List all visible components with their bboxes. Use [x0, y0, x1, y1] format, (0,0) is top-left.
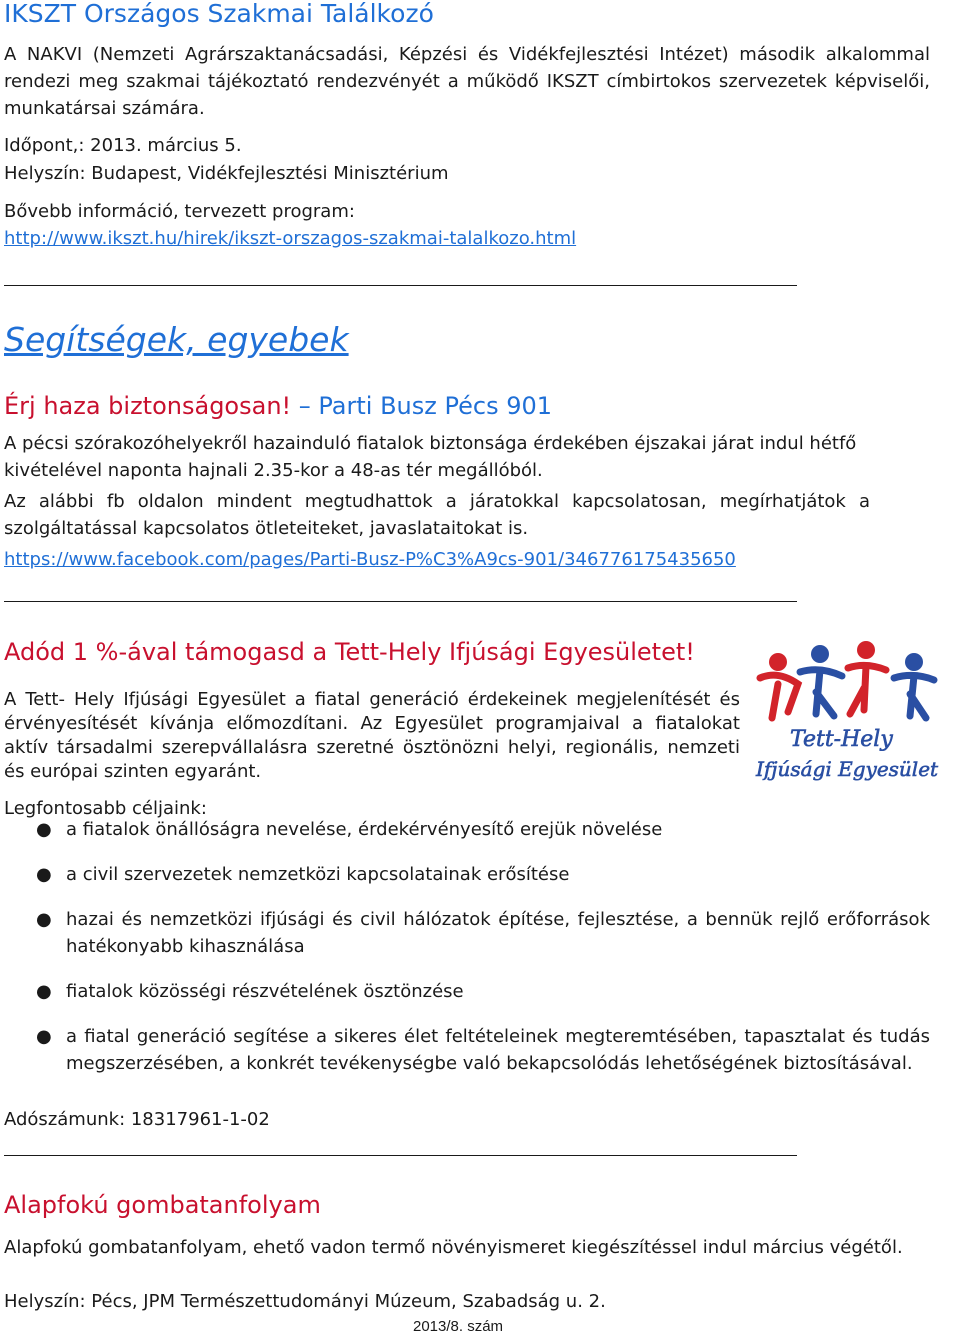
ikszt-link[interactable]: http://www.ikszt.hu/hirek/ikszt-orszagos-szakmai-talalkozo.html [4, 228, 577, 249]
separator-2 [4, 601, 797, 602]
ikszt-time: Időpont,: 2013. március 5. [4, 135, 242, 156]
bullet-dot-icon: ● [36, 819, 52, 840]
parti-busz-heading-blue: – Parti Busz Pécs 901 [291, 392, 553, 420]
parti-busz-heading [4, 391, 552, 421]
page-footer: 2013/8. szám [413, 1318, 504, 1335]
separator-1 [4, 285, 797, 286]
goal-text: a fiatalok önállóságra nevelése, érdekérvényesítő erejük növelése [66, 819, 663, 840]
goal-item [4, 906, 930, 960]
mushroom-p1: Alapfokú gombatanfolyam, ehető vadon termő növényismeret kiegészítéssel indul március végétől. [4, 1237, 903, 1258]
logo-line-2: Ifjúsági Egyesület [756, 757, 939, 781]
facebook-link[interactable]: https://www.facebook.com/pages/Parti-Busz-P%C3%A9cs-901/346776175435650 [4, 549, 736, 570]
parti-busz-p1: A pécsi szórakozóhelyekről hazainduló fiatalok biztonsága érdekében éjszakai járat indul hétfő kivételével naponta hajnali 2.35-kor a 48-as tér megállóból. [4, 433, 857, 481]
tetthely-logo-figures-icon [754, 640, 954, 785]
parti-busz-heading-red: Érj haza biztonságosan! [4, 392, 292, 420]
bullet-dot-icon: ● [36, 981, 52, 1002]
mushroom-place: Helyszín: Pécs, JPM Természettudományi Múzeum, Szabadság u. 2. [4, 1291, 606, 1312]
bullet-dot-icon: ● [36, 1026, 52, 1047]
bullet-dot-icon: ● [36, 864, 52, 885]
logo-line-1: Tett-Hely [790, 727, 893, 752]
ikszt-intro: A NAKVI (Nemzeti Agrárszaktanácsadási, Képzési és Vidékfejlesztési Intézet) második alkalommal rendezi meg szakmai tájékoztató rendezvényét a működő IKSZT címbirtokos szervezetek képviselői, munkatársai számára. [4, 44, 930, 119]
ikszt-more-info: Bővebb információ, tervezett program: [4, 201, 355, 222]
goal-text: hazai és nemzetközi ifjúsági és civil hálózatok építése, fejlesztése, a bennük rejlő erőforrások hatékonyabb kihasználása [66, 909, 930, 957]
ikszt-place: Helyszín: Budapest, Vidékfejlesztési Minisztérium [4, 163, 449, 184]
goal-item [4, 978, 930, 1005]
goal-item [4, 1023, 930, 1077]
goals-label: Legfontosabb céljaink: [4, 798, 207, 819]
bullet-dot-icon: ● [36, 909, 52, 930]
goal-item [4, 861, 930, 888]
goal-text: a fiatal generáció segítése a sikeres élet feltételeinek megteremtésében, tapasztalat és tudás megszerzésében, a konkrét tevékenységbe való bekapcsolódás lehetőségének biztosításával. [66, 1026, 930, 1074]
separator-3 [4, 1155, 797, 1156]
tetthely-logo [754, 640, 954, 785]
goal-item [4, 816, 930, 843]
ikszt-heading: IKSZT Országos Szakmai Találkozó [4, 0, 434, 28]
tax-id: Adószámunk: 18317961-1-02 [4, 1109, 270, 1130]
tetthely-p1: A Tett- Hely Ifjúsági Egyesület a fiatal generáció érdekeinek megjelenítését és érvényesítését kívánja előmozdítani. Az Egyesület programjaival a fiatalokat aktív társadalmi szerepvállalásra szeretné ösztönözni helyi, regionális, nemzeti és európai szinten egyaránt. [4, 689, 740, 782]
goal-text: fiatalok közösségi részvételének ösztönzése [66, 981, 464, 1002]
parti-busz-p2: Az alábbi fb oldalon mindent megtudhattok a járatokkal kapcsolatosan, megírhatjátok a szolgáltatással kapcsolatos ötleteiteket, javaslataitokat is. [4, 491, 870, 539]
help-heading [4, 320, 349, 360]
help-heading-text: Segítségek, egyebek [4, 320, 349, 359]
goals-list [4, 816, 930, 1077]
mushroom-heading: Alapfokú gombatanfolyam [4, 1191, 321, 1219]
goal-text: a civil szervezetek nemzetközi kapcsolatainak erősítése [66, 864, 570, 885]
tetthely-heading: Adód 1 %-ával támogasd a Tett-Hely Ifjúsági Egyesületet! [4, 638, 695, 666]
